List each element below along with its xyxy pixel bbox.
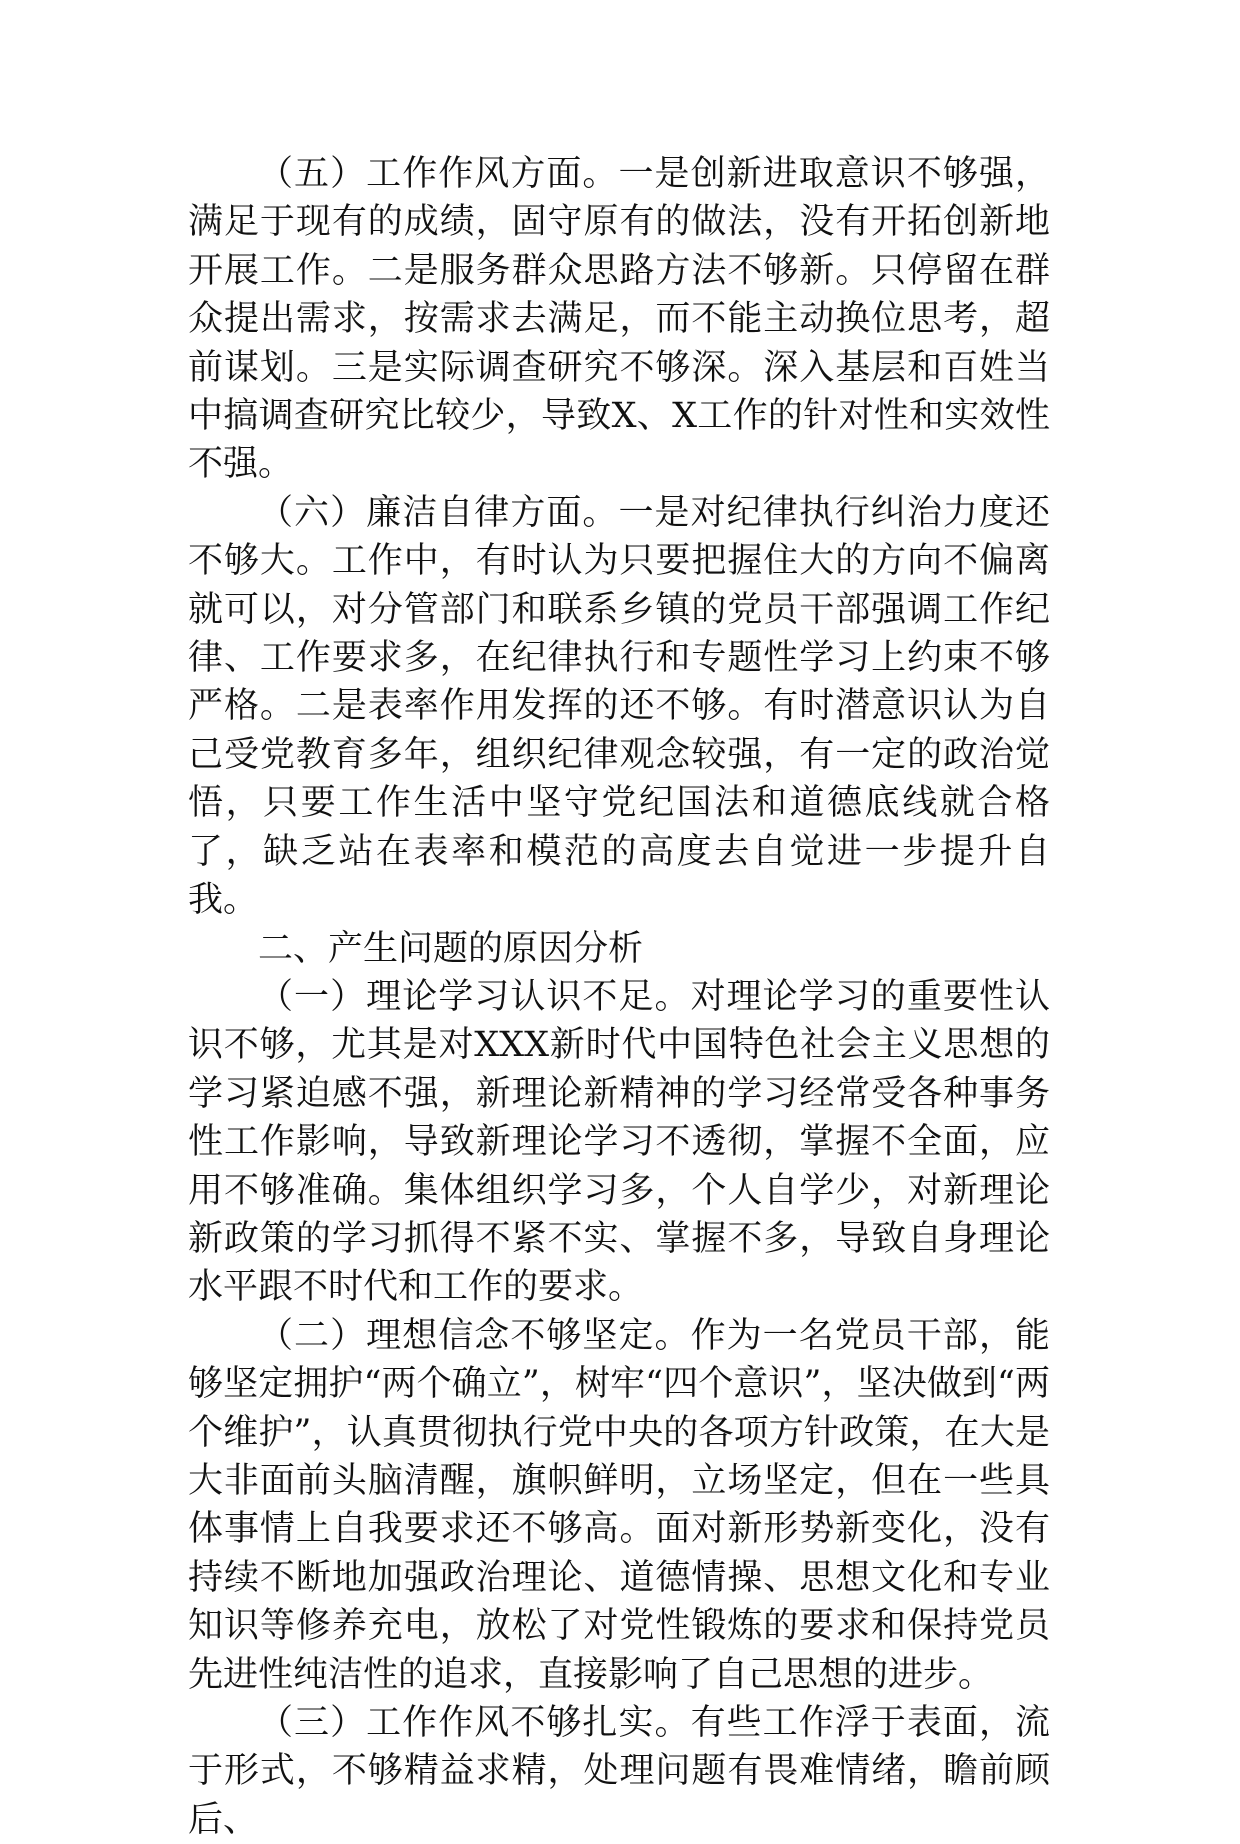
paragraph-work-style-solidity: （三）工作作风不够扎实。有些工作浮于表面，流于形式，不够精益求精，处理问题有畏难情绪，瞻前顾后、 (188, 1703, 1050, 1840)
paragraph-theory-study: （一）理论学习认识不足。对理论学习的重要性认识不够，尤其是对XXX新时代中国特色社会主义思想的学习紧迫感不强，新理论新精神的学习经常受各种事务性工作影响，导致新理论学习不透彻，掌握不全面，应用不够准确。集体组织学习多，个人自学少，对新理论新政策的学习抓得不紧不实、掌握不多，导致自身理论水平跟不时代和工作的要求。 (188, 976, 1050, 1308)
section-heading-cause-analysis: 二、产生问题的原因分析 (258, 928, 644, 969)
paragraph-ideals-beliefs: （二）理想信念不够坚定。作为一名党员干部，能够坚定拥护“两个确立”，树牢“四个意识”，坚决做到“两个维护”，认真贯彻执行党中央的各项方针政策，在大是大非面前头脑清醒，旗帜鲜明，立场坚定，但在一些具体事情上自我要求还不够高。面对新形势新变化，没有持续不断地加强政治理论、道德情操、思想文化和专业知识等修养充电，放松了对党性锻炼的要求和保持党员先进性纯洁性的追求，直接影响了自己思想的进步。 (188, 1315, 1050, 1695)
paragraph-integrity-self-discipline: （六）廉洁自律方面。一是对纪律执行纠治力度还不够大。工作中，有时认为只要把握住大的方向不偏离就可以，对分管部门和联系乡镇的党员干部强调工作纪律、工作要求多，在纪律执行和专题性学习上约束不够严格。二是表率作用发挥的还不够。有时潜意识认为自己受党教育多年，组织纪律观念较强，有一定的政治觉悟，只要工作生活中坚守党纪国法和道德底线就合格了，缺乏站在表率和模范的高度去自觉进一步提升自我。 (188, 492, 1050, 921)
paragraph-work-style: （五）工作作风方面。一是创新进取意识不够强，满足于现有的成绩，固守原有的做法，没有开拓创新地开展工作。二是服务群众思路方法不够新。只停留在群众提出需求，按需求去满足，而不能主动换位思考，超前谋划。三是实际调查研究不够深。深入基层和百姓当中搞调查研究比较少，导致X、X工作的针对性和实效性不强。 (188, 154, 1050, 485)
document-body (188, 150, 1050, 1844)
